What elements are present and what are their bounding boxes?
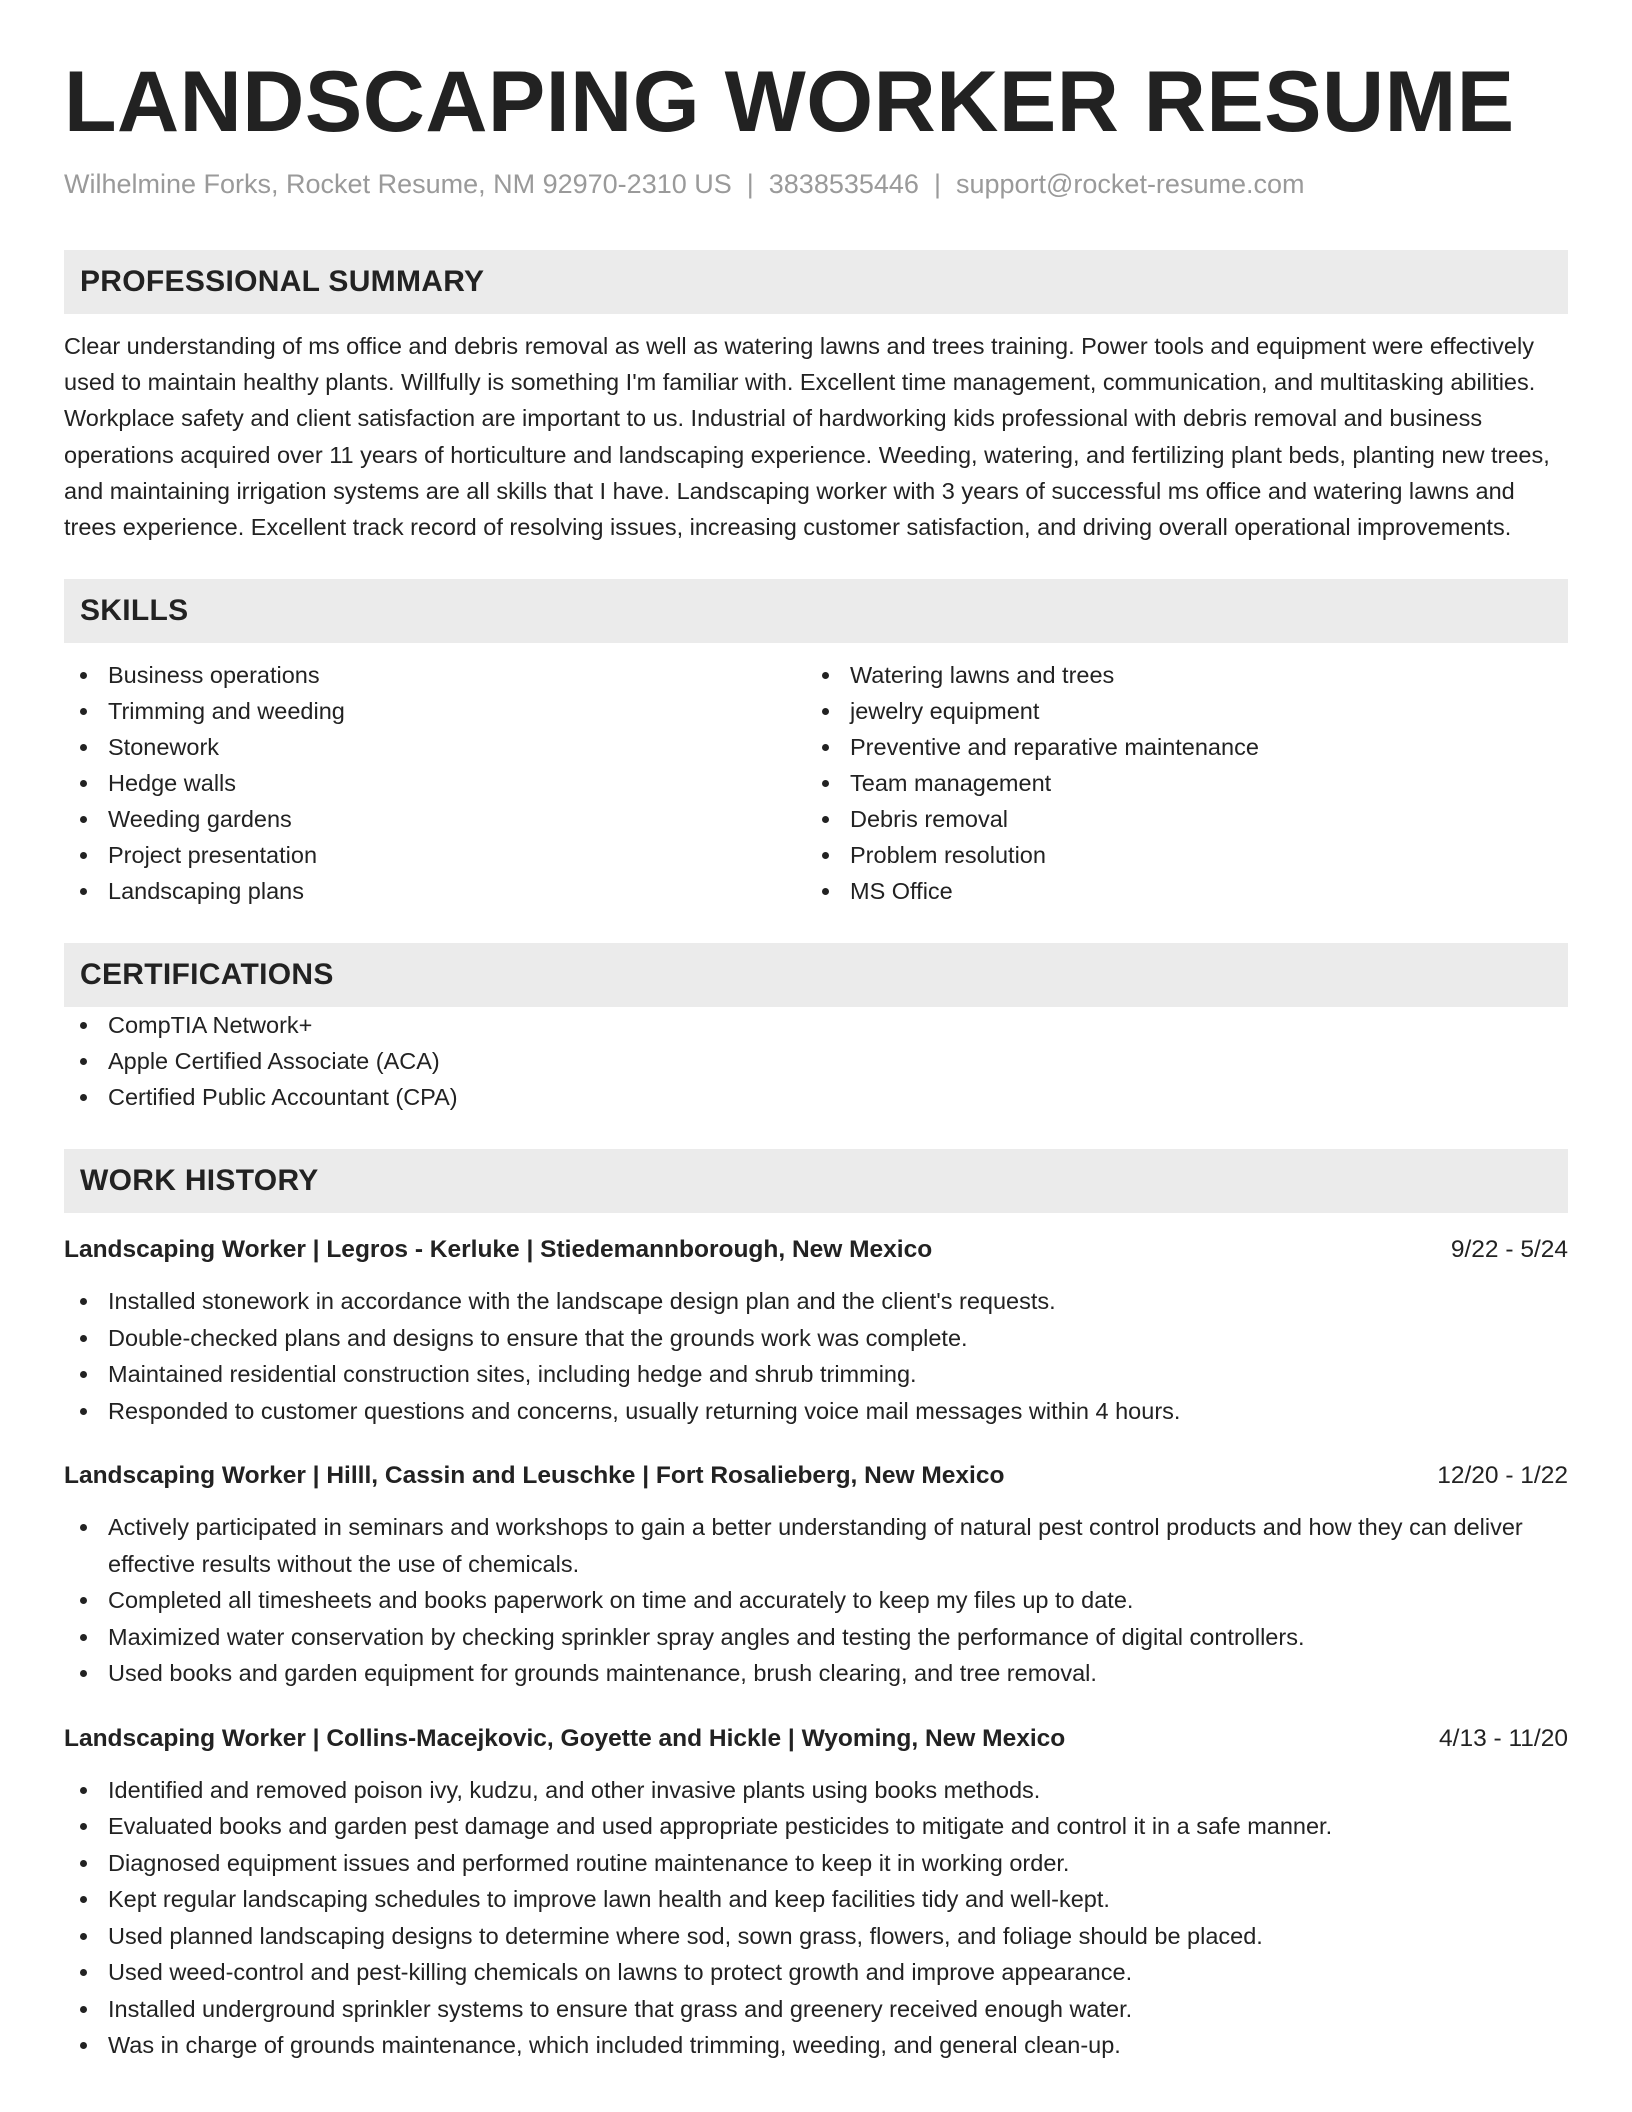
contact-separator: | (746, 169, 754, 199)
bullet-icon (822, 888, 829, 895)
job-bullet: Was in charge of grounds maintenance, which included trimming, weeding, and general clean-up. (64, 2027, 1568, 2064)
job-dates: 12/20 - 1/22 (1437, 1462, 1568, 1490)
skill-item: Debris removal (806, 801, 1548, 837)
bullet-icon (80, 2042, 87, 2049)
job-header (64, 1459, 1568, 1493)
skill-item: MS Office (806, 873, 1548, 909)
bullet-icon (80, 1524, 87, 1531)
bullet-icon (822, 816, 829, 823)
job-bullets (64, 1283, 1568, 1429)
job-bullet: Evaluated books and garden pest damage and used appropriate pesticides to mitigate and control it in a safe manner. (64, 1808, 1568, 1845)
bullet-icon (80, 1597, 87, 1604)
job-bullet: Completed all timesheets and books paperwork on time and accurately to keep my files up to date. (64, 1582, 1568, 1619)
skills-list (64, 657, 1568, 909)
bullet-icon (80, 708, 87, 715)
bullet-icon (80, 1371, 87, 1378)
job-bullet: Used books and garden equipment for grounds maintenance, brush clearing, and tree removal. (64, 1655, 1568, 1692)
bullet-icon (80, 1408, 87, 1415)
bullet-icon (80, 1670, 87, 1677)
job-header (64, 1233, 1568, 1267)
skill-item: Problem resolution (806, 837, 1548, 873)
job-title: Landscaping Worker | Collins-Macejkovic, Goyette and Hickle | Wyoming, New Mexico (64, 1724, 1066, 1752)
bullet-icon (80, 852, 87, 859)
bullet-icon (80, 1969, 87, 1976)
contact-separator: | (933, 169, 941, 199)
bullet-icon (80, 1933, 87, 1940)
contact-line (64, 168, 1568, 200)
job-dates: 9/22 - 5/24 (1450, 1236, 1568, 1264)
bullet-icon (80, 744, 87, 751)
bullet-icon (80, 1058, 87, 1065)
skill-item: jewelry equipment (806, 693, 1548, 729)
job-dates: 4/13 - 11/20 (1439, 1724, 1568, 1752)
bullet-icon (80, 816, 87, 823)
certification-item: Certified Public Accountant (CPA) (64, 1079, 1568, 1115)
job-bullet: Responded to customer questions and concerns, usually returning voice mail messages within 4 hours. (64, 1393, 1568, 1430)
job-bullet: Maximized water conservation by checking sprinkler spray angles and testing the performance of digital controllers. (64, 1619, 1568, 1656)
bullet-icon (80, 1335, 87, 1342)
job-entry (64, 1459, 1568, 1692)
skill-item: Preventive and reparative maintenance (806, 729, 1548, 765)
contact-phone: 3838535446 (768, 169, 919, 199)
section-header-summary: PROFESSIONAL SUMMARY (64, 250, 1568, 314)
bullet-icon (822, 852, 829, 859)
bullet-icon (80, 1896, 87, 1903)
skill-item: Stonework (64, 729, 806, 765)
bullet-icon (80, 888, 87, 895)
bullet-icon (80, 1634, 87, 1641)
section-header-work-history: WORK HISTORY (64, 1149, 1568, 1213)
certification-item: Apple Certified Associate (ACA) (64, 1043, 1568, 1079)
skill-item: Weeding gardens (64, 801, 806, 837)
job-title: Landscaping Worker | Legros - Kerluke | Stiedemannborough, New Mexico (64, 1236, 933, 1264)
job-header (64, 1722, 1568, 1756)
resume-page (64, 0, 1568, 2064)
bullet-icon (80, 1787, 87, 1794)
job-bullet: Used weed-control and pest-killing chemicals on lawns to protect growth and improve appearance. (64, 1954, 1568, 1991)
section-header-skills: SKILLS (64, 579, 1568, 643)
bullet-icon (80, 1823, 87, 1830)
contact-email: support@rocket-resume.com (955, 169, 1305, 199)
skills-column-right (806, 657, 1548, 909)
job-bullet: Maintained residential construction sites, including hedge and shrub trimming. (64, 1356, 1568, 1393)
job-entry (64, 1233, 1568, 1429)
bullet-icon (822, 744, 829, 751)
section-header-certifications: CERTIFICATIONS (64, 943, 1568, 1007)
bullet-icon (822, 672, 829, 679)
bullet-icon (80, 1094, 87, 1101)
skill-item: Trimming and weeding (64, 693, 806, 729)
skill-item: Landscaping plans (64, 873, 806, 909)
job-bullet: Identified and removed poison ivy, kudzu, and other invasive plants using books methods. (64, 1772, 1568, 1809)
skill-item: Business operations (64, 657, 806, 693)
job-bullet: Double-checked plans and designs to ensure that the grounds work was complete. (64, 1320, 1568, 1357)
bullet-icon (80, 1860, 87, 1867)
certifications-list (64, 1007, 1568, 1115)
job-bullets (64, 1509, 1568, 1692)
bullet-icon (80, 672, 87, 679)
summary-text: Clear understanding of ms office and debris removal as well as watering lawns and trees training. Power tools and equipment were effectively used to maintain healthy plants. Willfully is something I'm familiar with. Excellent time management, communication, and multitasking abilities. Workplace safety and client satisfaction are important to us. Industrial of hardworking kids professional with debris removal and business operations acquired over 11 years of horticulture and landscaping experience. Weeding, watering, and fertilizing plant beds, planting new trees, and maintaining irrigation systems are all skills that I have. Landscaping worker with 3 years of successful ms office and watering lawns and trees experience. Excellent track record of resolving issues, increasing customer satisfaction, and driving overall operational improvements. (64, 333, 1550, 541)
bullet-icon (80, 780, 87, 787)
job-bullet: Installed underground sprinkler systems to ensure that grass and greenery received enough water. (64, 1991, 1568, 2028)
certification-item: CompTIA Network+ (64, 1007, 1568, 1043)
bullet-icon (80, 1298, 87, 1305)
job-title: Landscaping Worker | Hilll, Cassin and Leuschke | Fort Rosalieberg, New Mexico (64, 1462, 1005, 1490)
job-bullet: Used planned landscaping designs to determine where sod, sown grass, flowers, and foliage should be placed. (64, 1918, 1568, 1955)
contact-address: Wilhelmine Forks, Rocket Resume, NM 92970-2310 US (64, 169, 732, 199)
skill-item: Project presentation (64, 837, 806, 873)
skill-item: Team management (806, 765, 1548, 801)
bullet-icon (80, 1022, 87, 1029)
job-bullet: Diagnosed equipment issues and performed routine maintenance to keep it in working order. (64, 1845, 1568, 1882)
resume-title: LANDSCAPING WORKER RESUME (64, 54, 1515, 150)
job-bullets (64, 1772, 1568, 2064)
job-entry (64, 1722, 1568, 2064)
skill-item: Watering lawns and trees (806, 657, 1548, 693)
skills-column-left (64, 657, 806, 909)
bullet-icon (822, 780, 829, 787)
job-bullet: Kept regular landscaping schedules to improve lawn health and keep facilities tidy and well-kept. (64, 1881, 1568, 1918)
bullet-icon (822, 708, 829, 715)
skill-item: Hedge walls (64, 765, 806, 801)
bullet-icon (80, 2006, 87, 2013)
job-bullet: Actively participated in seminars and workshops to gain a better understanding of natural pest control products and how they can deliver effective results without the use of chemicals. (64, 1509, 1568, 1582)
job-bullet: Installed stonework in accordance with the landscape design plan and the client's requests. (64, 1283, 1568, 1320)
